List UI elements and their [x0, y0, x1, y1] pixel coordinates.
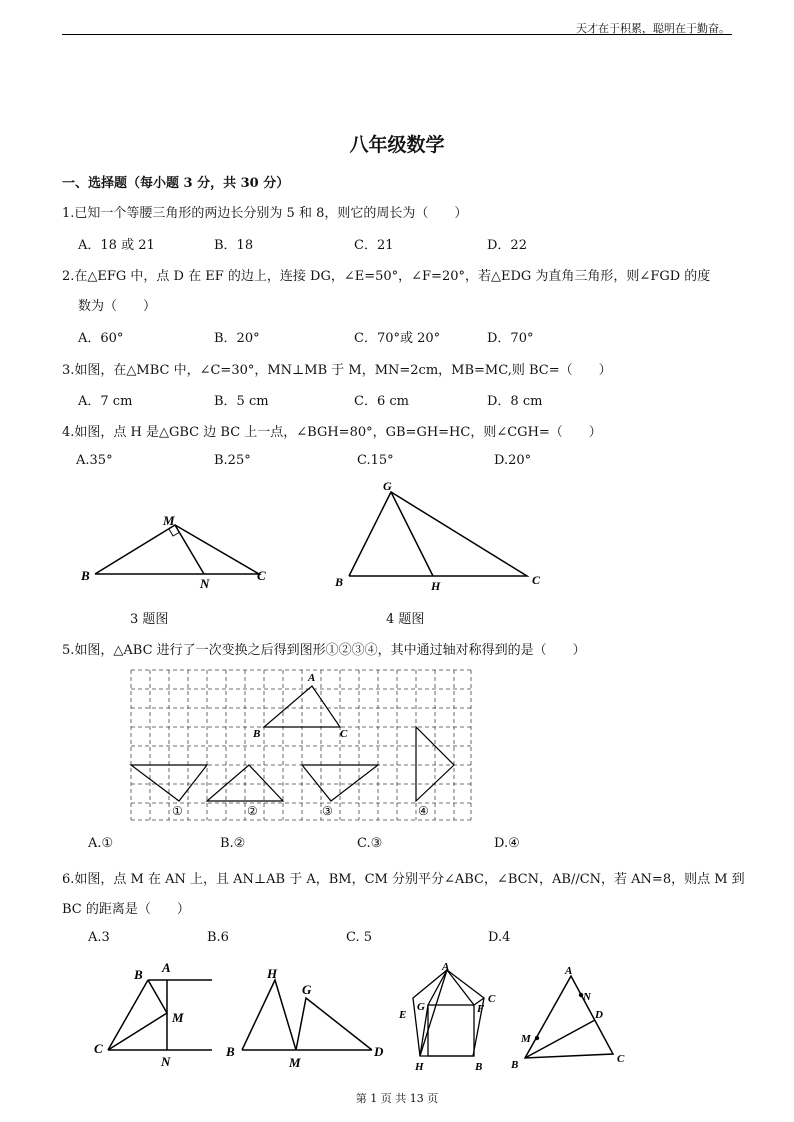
figure-q5-grid — [128, 668, 478, 828]
q5-option-a[interactable]: A.① — [88, 836, 114, 851]
fig3-label-n: N — [200, 576, 210, 591]
fig5-label-1: ① — [172, 804, 183, 818]
question-2-stem: 2.在△EFG 中，点 D 在 EF 的边上，连接 DG，∠E=50°，∠F=20°，若△EDG 为直角三角形，则∠FGD 的度 — [62, 269, 711, 284]
figure-q6-pentagon — [395, 958, 510, 1078]
q5-option-c[interactable]: C.③ — [357, 836, 383, 851]
q4-option-d[interactable]: D.20° — [494, 453, 532, 468]
q6-option-b[interactable]: B.6 — [207, 930, 229, 945]
question-6-stem-cont: BC 的距离是（ ） — [62, 902, 190, 917]
q6-option-c[interactable]: C. 5 — [346, 930, 373, 945]
fig6c-label-f: F — [477, 1003, 485, 1015]
fig4-label-b: B — [335, 575, 344, 589]
fig6a-label-a: A — [162, 960, 171, 975]
q5-option-d[interactable]: D.④ — [494, 836, 520, 851]
fig6a-label-n: N — [161, 1054, 171, 1069]
question-1-stem: 1.已知一个等腰三角形的两边长分别为 5 和 8，则它的周长为（ ） — [62, 206, 468, 221]
fig5-label-2: ② — [247, 804, 258, 818]
q3-option-c[interactable]: C．6 cm — [354, 394, 409, 409]
fig6b-label-d: D — [374, 1044, 384, 1059]
figure-q6-two-triangles — [222, 960, 392, 1070]
fig3-label-c: C — [257, 568, 266, 583]
fig6c-label-a: A — [442, 961, 450, 973]
fig6a-label-b: B — [134, 967, 143, 982]
caption-fig4: 4 题图 — [386, 612, 425, 627]
fig6b-label-h: H — [267, 966, 278, 981]
fig6b-label-g: G — [302, 982, 312, 997]
q2-option-b[interactable]: B．20° — [214, 331, 260, 346]
fig6b-label-b: B — [226, 1044, 235, 1059]
header-rule — [62, 34, 732, 35]
fig5-label-4: ④ — [418, 804, 429, 818]
fig6d-label-a: A — [565, 965, 573, 977]
question-5-stem: 5.如图，△ABC 进行了一次变换之后得到图形①②③④，其中通过轴对称得到的是（ ） — [62, 643, 586, 658]
figure-q6-parallel — [90, 958, 225, 1073]
header-motto: 天才在于积累，聪明在于勤奋。 — [576, 22, 730, 35]
fig5-label-c: C — [340, 728, 348, 740]
q1-option-c[interactable]: C．21 — [354, 238, 394, 253]
fig6a-label-c: C — [94, 1041, 103, 1056]
q2-option-d[interactable]: D．70° — [487, 331, 534, 346]
fig5-label-3: ③ — [322, 804, 333, 818]
fig4-label-g: G — [383, 479, 392, 493]
fig4-label-c: C — [532, 573, 541, 587]
fig6c-label-h: H — [415, 1061, 424, 1073]
q2-option-c[interactable]: C．70°或 20° — [354, 331, 441, 346]
fig6d-label-m: M — [521, 1033, 531, 1045]
page-title: 八年级数学 — [349, 134, 445, 156]
fig3-label-b: B — [81, 568, 90, 583]
fig6d-label-n: N — [583, 991, 591, 1003]
question-2-stem-cont: 数为（ ） — [78, 299, 157, 314]
fig6c-label-b: B — [475, 1061, 483, 1073]
q4-option-a[interactable]: A.35° — [76, 453, 113, 468]
fig6b-label-m: M — [289, 1055, 301, 1070]
q4-option-b[interactable]: B.25° — [214, 453, 251, 468]
q3-option-d[interactable]: D．8 cm — [487, 394, 543, 409]
fig4-label-h: H — [431, 579, 441, 593]
fig6d-label-b: B — [511, 1059, 519, 1071]
q1-option-d[interactable]: D．22 — [487, 238, 527, 253]
q1-option-b[interactable]: B．18 — [214, 238, 254, 253]
fig3-label-m: M — [163, 513, 175, 528]
fig6d-label-c: C — [617, 1053, 625, 1065]
question-6-stem: 6.如图，点 M 在 AN 上，且 AN⊥AB 于 A，BM，CM 分别平分∠ABC，∠BCN，AB//CN，若 AN=8，则点 M 到 — [62, 872, 745, 887]
question-3-stem: 3.如图，在△MBC 中，∠C=30°，MN⊥MB 于 M，MN=2cm，MB=MC,则 BC=（ ） — [62, 363, 612, 378]
figure-q6-triangle-points — [507, 958, 637, 1078]
q6-option-d[interactable]: D.4 — [488, 930, 511, 945]
q5-option-b[interactable]: B.② — [220, 836, 246, 851]
figure-q4-triangle — [330, 478, 550, 593]
q3-option-b[interactable]: B．5 cm — [214, 394, 269, 409]
page-footer: 第 1 页 共 13 页 — [355, 1092, 439, 1105]
fig6a-label-m: M — [172, 1010, 184, 1025]
figure-q3-triangle — [75, 508, 285, 598]
section-heading: 一、选择题（每小题 3 分，共 30 分） — [62, 176, 290, 191]
q2-option-a[interactable]: A．60° — [78, 331, 124, 346]
fig5-label-a: A — [308, 672, 316, 684]
fig6c-label-c: C — [488, 993, 496, 1005]
fig6c-label-e: E — [399, 1009, 407, 1021]
fig6c-label-g: G — [417, 1001, 425, 1013]
fig5-label-b: B — [253, 728, 261, 740]
q1-option-a[interactable]: A．18 或 21 — [78, 238, 155, 253]
q6-option-a[interactable]: A.3 — [88, 930, 110, 945]
q3-option-a[interactable]: A．7 cm — [78, 394, 133, 409]
caption-fig3: 3 题图 — [130, 612, 169, 627]
question-4-stem: 4.如图，点 H 是△GBC 边 BC 上一点，∠BGH=80°，GB=GH=HC，则∠CGH=（ ） — [62, 425, 602, 440]
q4-option-c[interactable]: C.15° — [357, 453, 394, 468]
fig6d-label-d: D — [595, 1009, 603, 1021]
